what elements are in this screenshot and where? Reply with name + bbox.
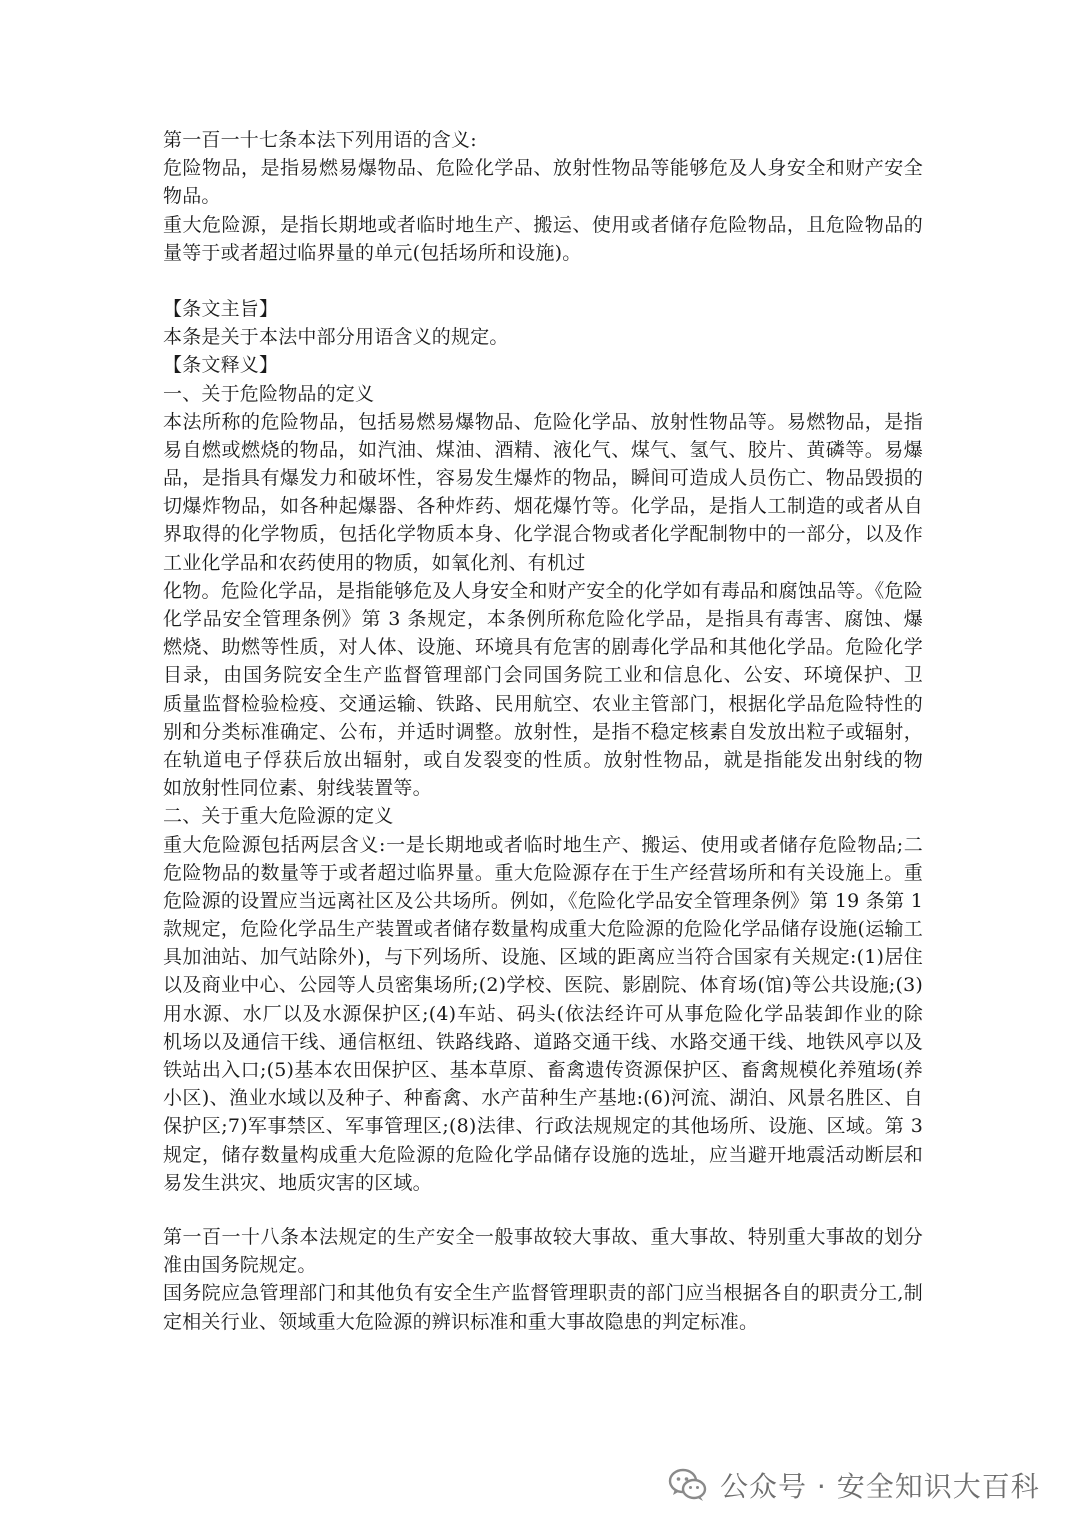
paragraph-line: 量等于或者超过临界量的单元(包括场所和设施)。 xyxy=(163,241,582,264)
wechat-icon xyxy=(668,1467,708,1503)
section-heading-interpretation: 【条文释义】 xyxy=(163,354,279,377)
paragraph-line: 保护区;7)军事禁区、军事管理区;(8)法律、行政法规规定的其他场所、设施、区域。第 3 xyxy=(163,1115,923,1138)
paragraph-line: 具加油站、加气站除外)，与下列场所、设施、区域的距离应当符合国家有关规定:(1)居住 xyxy=(163,946,923,969)
paragraph-line: 化物。危险化学品，是指能够危及人身安全和财产安全的化学如有毒品和腐蚀品等。《危险 xyxy=(163,579,923,602)
paragraph-line: 小区)、渔业水域以及种子、种畜禽、水产苗种生产基地:(6)河流、湖泊、风景名胜区、自 xyxy=(163,1087,923,1110)
paragraph-line: 易自燃或燃烧的物品，如汽油、煤油、酒精、液化气、煤气、氢气、胶片、黄磷等。易爆 xyxy=(163,438,923,461)
section-gap xyxy=(163,1197,923,1223)
paragraph-line: 准由国务院规定。 xyxy=(163,1254,317,1277)
commentary xyxy=(163,295,923,1197)
subsection-heading: 二、关于重大危险源的定义 xyxy=(163,805,394,828)
paragraph-line: 在轨道电子俘获后放出辐射，或自发裂变的性质。放射性物品，就是指能发出射线的物 xyxy=(163,748,923,771)
article-117 xyxy=(163,126,923,267)
watermark xyxy=(668,1462,1040,1508)
section-gap xyxy=(163,267,923,295)
paragraph-line: 本条是关于本法中部分用语含义的规定。 xyxy=(163,326,509,349)
paragraph-line: 界取得的化学物质，包括化学物质本身、化学混合物或者化学配制物中的一部分，以及作 xyxy=(163,523,923,546)
paragraph-line: 本法所称的危险物品，包括易燃易爆物品、危险化学品、放射性物品等。易燃物品，是指 xyxy=(163,410,923,433)
paragraph-line: 规定，储存数量构成重大危险源的危险化学品储存设施的选址，应当避开地震活动断层和 xyxy=(163,1143,923,1166)
paragraph-line: 切爆炸物品，如各种起爆器、各种炸药、烟花爆竹等。化学品，是指人工制造的或者从自 xyxy=(163,495,923,518)
paragraph-line: 工业化学品和农药使用的物质，如氧化剂、有机过 xyxy=(163,551,586,574)
watermark-text: 公众号 · 安全知识大百科 xyxy=(720,1470,1040,1503)
paragraph-line: 别和分类标准确定、公布，并适时调整。放射性，是指不稳定核素自发放出粒子或辐射， xyxy=(163,720,923,743)
article-117-heading: 第一百一十七条本法下列用语的含义: xyxy=(163,129,477,151)
paragraph-line: 物品。 xyxy=(163,185,221,208)
section-heading-purpose: 【条文主旨】 xyxy=(163,297,279,320)
paragraph-line: 款规定，危险化学品生产装置或者储存数量构成重大危险源的危险化学品储存设施(运输工 xyxy=(163,918,923,941)
paragraph-line: 如放射性同位素、射线装置等。 xyxy=(163,777,432,800)
subsection-heading: 一、关于危险物品的定义 xyxy=(163,382,375,405)
paragraph-line: 燃烧、助燃等性质，对人体、设施、环境具有危害的剧毒化学品和其他化学品。危险化学 xyxy=(163,636,923,659)
paragraph-line: 重大危险源，是指长期地或者临时地生产、搬运、使用或者储存危险物品，且危险物品的 xyxy=(163,213,923,236)
document-page xyxy=(163,126,923,1336)
paragraph-line: 机场以及通信干线、通信枢纽、铁路线路、道路交通干线、水路交通干线、地铁风亭以及 xyxy=(163,1030,923,1053)
paragraph-line: 品，是指具有爆发力和破坏性，容易发生爆炸的物品，瞬间可造成人员伤亡、物品毁损的 xyxy=(163,467,923,490)
paragraph-line: 用水源、水厂以及水源保护区;(4)车站、码头(依法经许可从事危险化学品装卸作业的除 xyxy=(163,1002,923,1025)
paragraph-line: 质量监督检验检疫、交通运输、铁路、民用航空、农业主管部门，根据化学品危险特性的 xyxy=(163,692,923,715)
paragraph-line: 重大危险源包括两层含义:一是长期地或者临时地生产、搬运、使用或者储存危险物品;二 xyxy=(163,833,923,856)
article-118 xyxy=(163,1223,923,1336)
paragraph-line: 危险物品的数量等于或者超过临界量。重大危险源存在于生产经营场所和有关设施上。重 xyxy=(163,861,923,884)
paragraph-line: 以及商业中心、公园等人员密集场所;(2)学校、医院、影剧院、体育场(馆)等公共设施;(3) xyxy=(163,974,923,997)
article-118-heading: 第一百一十八条本法规定的生产安全一般事故较大事故、重大事故、特别重大事故的划分 xyxy=(163,1225,923,1248)
paragraph-line: 危险物品，是指易燃易爆物品、危险化学品、放射性物品等能够危及人身安全和财产安全 xyxy=(163,157,923,180)
paragraph-line: 目录，由国务院安全生产监督管理部门会同国务院工业和信息化、公安、环境保护、卫 xyxy=(163,664,923,687)
paragraph-line: 国务院应急管理部门和其他负有安全生产监督管理职责的部门应当根据各自的职责分工,制 xyxy=(163,1282,923,1305)
paragraph-line: 危险源的设置应当远离社区及公共场所。例如，《危险化学品安全管理条例》第 19 条第 1 xyxy=(163,889,923,912)
paragraph-line: 铁站出入口;(5)基本农田保护区、基本草原、畜禽遗传资源保护区、畜禽规模化养殖场(养 xyxy=(163,1059,923,1081)
paragraph-line: 易发生洪灾、地质灾害的区域。 xyxy=(163,1171,432,1194)
paragraph-line: 化学品安全管理条例》第 3 条规定，本条例所称危险化学品，是指具有毒害、腐蚀、爆 xyxy=(163,608,923,630)
paragraph-line: 定相关行业、领域重大危险源的辨识标准和重大事故隐患的判定标准。 xyxy=(163,1310,759,1333)
